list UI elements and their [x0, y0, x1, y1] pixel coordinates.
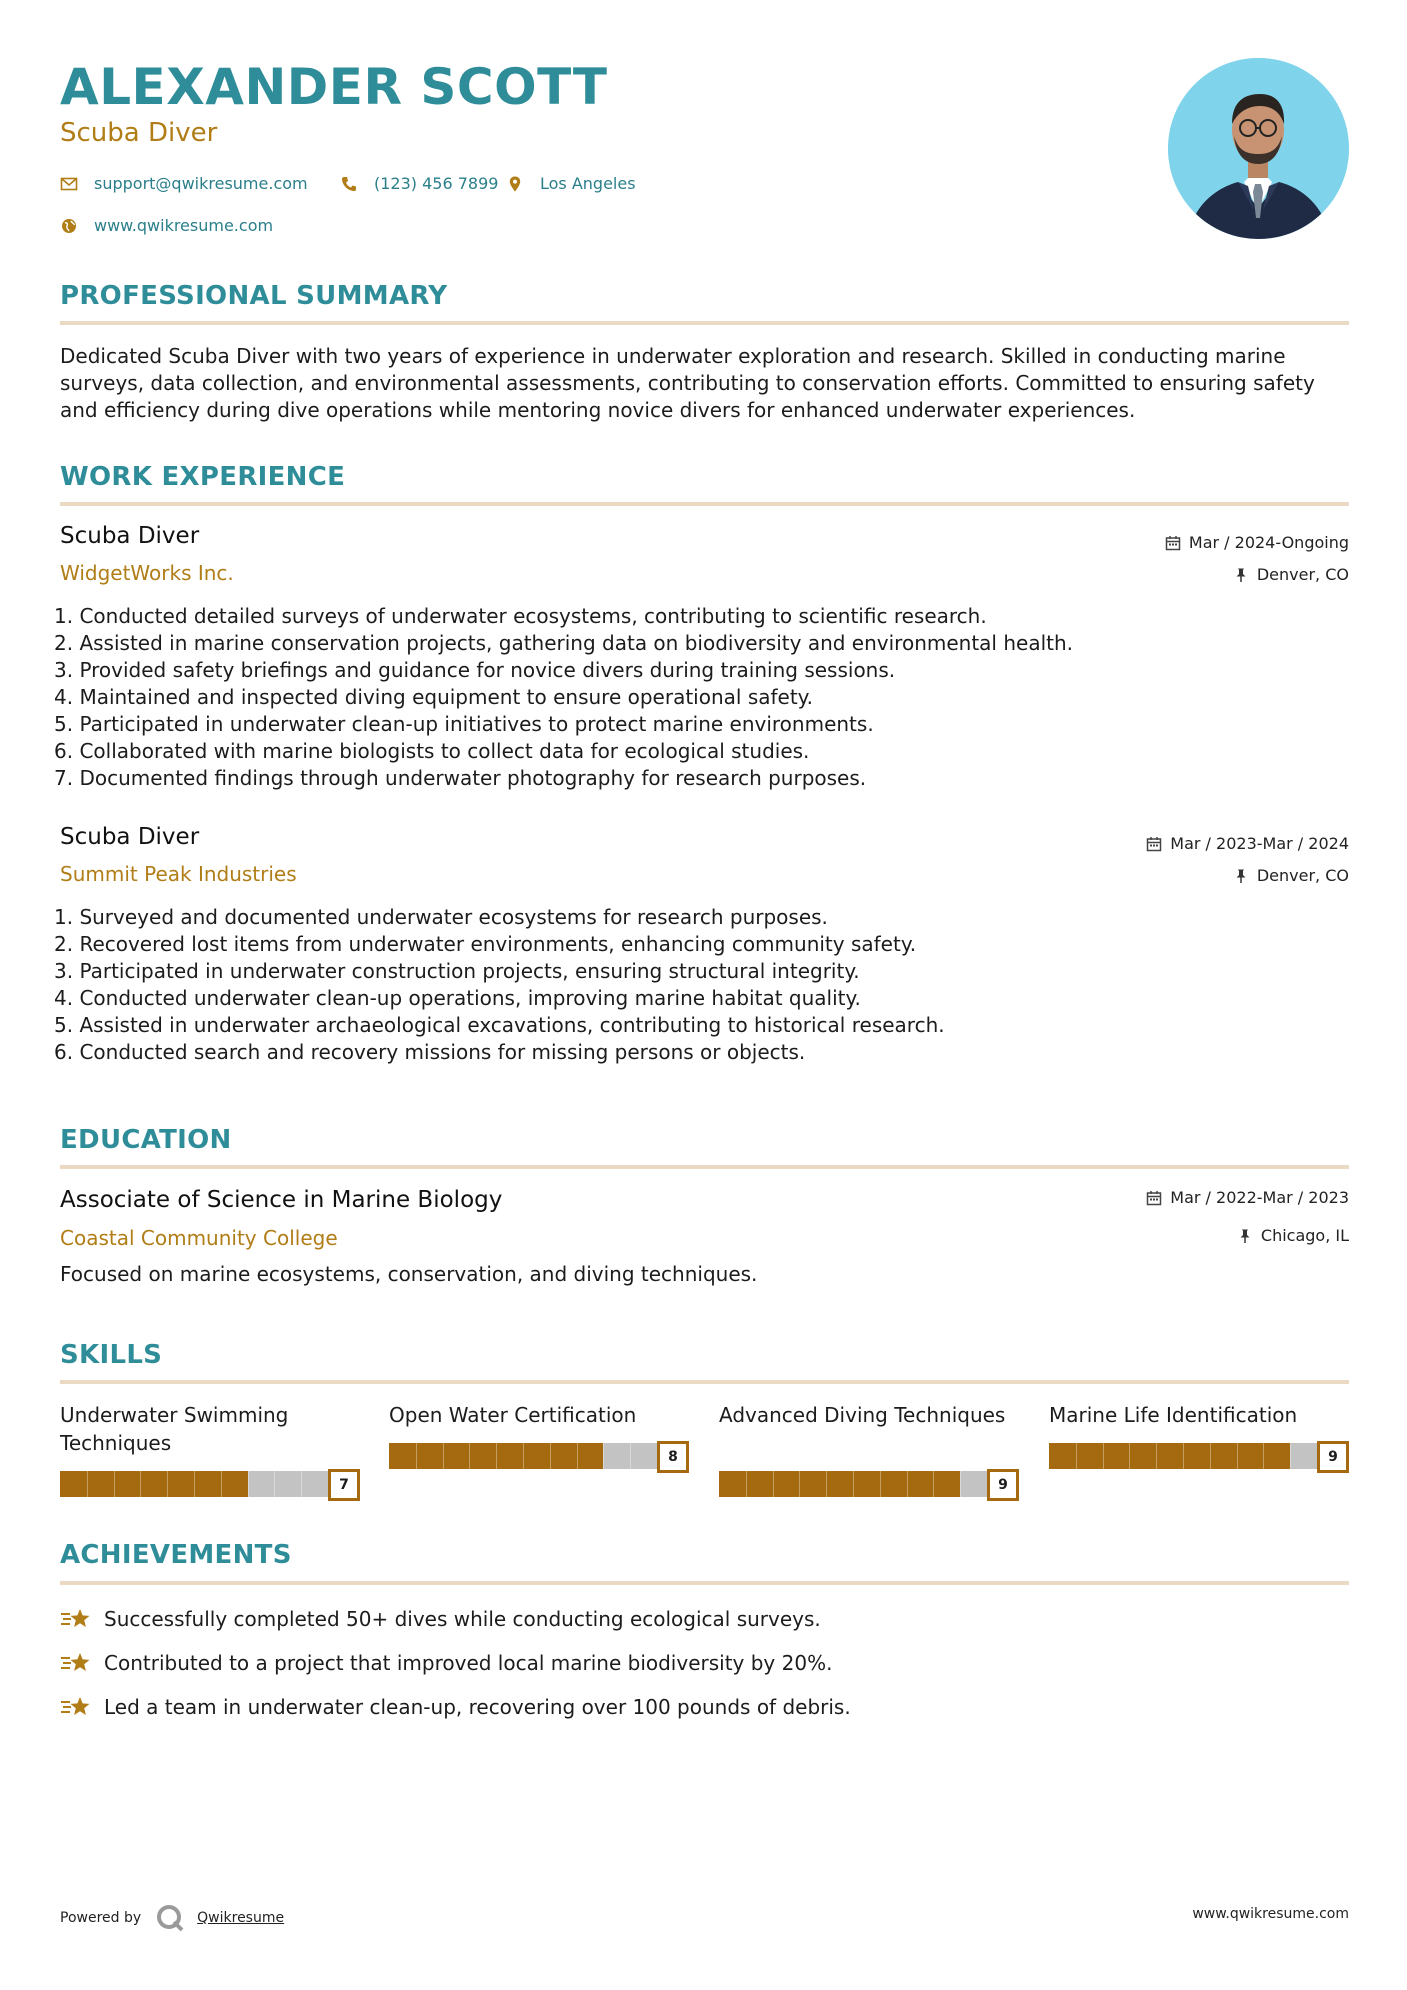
list-item: 3. Participated in underwater construction projects, ensuring structural integrity.	[54, 959, 860, 983]
skill-name: Open Water Certification	[389, 1403, 637, 1427]
skill-item	[60, 1401, 360, 1493]
calendar-icon	[1146, 836, 1162, 852]
map-pin-icon	[506, 175, 524, 193]
section-divider	[60, 1380, 1349, 1384]
skill-bar-segment	[1183, 1443, 1184, 1469]
skill-name: Advanced Diving Techniques	[719, 1403, 1006, 1427]
education-dates-text: Mar / 2022-Mar / 2023	[1170, 1188, 1349, 1207]
achievement-item	[60, 1606, 821, 1632]
contact-email[interactable]	[60, 174, 308, 193]
qwikresume-link[interactable]: Qwikresume	[197, 1910, 285, 1926]
skill-item	[1049, 1401, 1349, 1465]
job-location-text: Denver, CO	[1256, 565, 1349, 584]
job-title: Scuba Diver	[60, 523, 200, 549]
footer-website[interactable]: www.qwikresume.com	[1192, 1906, 1349, 1922]
skill-bar-segment	[603, 1443, 604, 1469]
skill-bar-segment	[746, 1471, 747, 1497]
qwikresume-logo-icon	[155, 1903, 185, 1933]
section-divider	[60, 502, 1349, 506]
pushpin-icon	[1237, 1228, 1253, 1244]
list-item: 6. Conducted search and recovery missions for missing persons or objects.	[54, 1040, 806, 1064]
summary-heading: PROFESSIONAL SUMMARY	[60, 281, 448, 311]
skill-bar-segment	[114, 1471, 115, 1497]
section-divider	[60, 1581, 1349, 1585]
contact-location	[506, 174, 636, 193]
skill-bar-segment	[194, 1471, 195, 1497]
skill-bar-segment	[1103, 1443, 1104, 1469]
job-dates-text: Mar / 2023-Mar / 2024	[1170, 834, 1349, 853]
skill-level-bar	[719, 1469, 1019, 1499]
achievement-text: Successfully completed 50+ dives while conducting ecological surveys.	[104, 1607, 821, 1631]
website-text: www.qwikresume.com	[94, 216, 274, 235]
skill-bar-segment	[87, 1471, 88, 1497]
skill-name: Underwater Swimming Techniques	[60, 1403, 289, 1455]
shooting-star-icon	[60, 1606, 92, 1632]
shooting-star-icon	[60, 1694, 92, 1720]
skill-level-bar	[60, 1469, 360, 1499]
skill-level-number: 8	[657, 1441, 689, 1473]
pushpin-icon	[1233, 567, 1249, 583]
skill-bar-segment	[1210, 1443, 1211, 1469]
education-description: Focused on marine ecosystems, conservation, and diving techniques.	[60, 1262, 758, 1286]
experience-heading: WORK EXPERIENCE	[60, 462, 346, 492]
section-divider	[60, 321, 1349, 325]
job-dates-text: Mar / 2024-Ongoing	[1188, 533, 1349, 552]
skill-item	[389, 1401, 689, 1465]
calendar-icon	[1146, 1190, 1162, 1206]
skill-level-bar	[389, 1441, 689, 1471]
skill-bar-segment	[577, 1443, 578, 1469]
list-item: 1. Conducted detailed surveys of underwater ecosystems, contributing to scientific research.	[54, 604, 987, 628]
skill-bar-segment	[167, 1471, 168, 1497]
skills-heading: SKILLS	[60, 1340, 163, 1370]
skill-bar-segment	[443, 1443, 444, 1469]
skill-bar-segment	[907, 1471, 908, 1497]
job-bullets	[54, 904, 945, 1066]
skill-bar-segment	[960, 1471, 961, 1497]
globe-icon	[60, 217, 78, 235]
education-location-text: Chicago, IL	[1260, 1226, 1349, 1245]
skill-bar-track	[60, 1471, 328, 1497]
list-item: 4. Maintained and inspected diving equipment to ensure operational safety.	[54, 685, 814, 709]
education-dates	[1146, 1188, 1349, 1207]
skill-level-number: 7	[328, 1469, 360, 1501]
skill-bar-segment	[630, 1443, 631, 1469]
skill-bar-fill	[60, 1471, 248, 1497]
section-divider	[60, 1165, 1349, 1169]
achievement-item	[60, 1650, 832, 1676]
job-company: WidgetWorks Inc.	[60, 561, 234, 585]
skill-level-bar	[1049, 1441, 1349, 1471]
skill-item	[719, 1401, 1019, 1493]
skill-bar-segment	[416, 1443, 417, 1469]
skill-bar-segment	[933, 1471, 934, 1497]
list-item: 3. Provided safety briefings and guidance for novice divers during training sessions.	[54, 658, 896, 682]
list-item: 5. Assisted in underwater archaeological excavations, contributing to historical research.	[54, 1013, 945, 1037]
summary-text: Dedicated Scuba Diver with two years of experience in underwater exploration and research. Skilled in conducting marine surveys, data collection, and environmental assessments, contributing to conservation efforts. Committed to ensuring safety and efficiency during dive operations while mentoring novice divers for enhanced underwater experiences.	[60, 344, 1315, 422]
job-company: Summit Peak Industries	[60, 862, 297, 886]
calendar-icon	[1165, 535, 1181, 551]
skill-bar-segment	[1290, 1443, 1291, 1469]
envelope-icon	[60, 175, 78, 193]
job-bullets	[54, 603, 1073, 792]
skill-bar-track	[719, 1471, 987, 1497]
list-item: 7. Documented findings through underwater photography for research purposes.	[54, 766, 867, 790]
list-item: 6. Collaborated with marine biologists to collect data for ecological studies.	[54, 739, 810, 763]
skill-bar-track	[1049, 1443, 1317, 1469]
list-item: 4. Conducted underwater clean-up operations, improving marine habitat quality.	[54, 986, 861, 1010]
skill-bar-segment	[880, 1471, 881, 1497]
skill-bar-fill	[719, 1471, 960, 1497]
list-item: 2. Recovered lost items from underwater environments, enhancing community safety.	[54, 932, 917, 956]
achievements-heading: ACHIEVEMENTS	[60, 1540, 292, 1570]
candidate-title: Scuba Diver	[60, 118, 218, 148]
skill-bar-segment	[550, 1443, 551, 1469]
achievement-text: Contributed to a project that improved local marine biodiversity by 20%.	[104, 1651, 833, 1675]
skill-bar-segment	[523, 1443, 524, 1469]
skill-name: Marine Life Identification	[1049, 1403, 1298, 1427]
skill-bar-fill	[1049, 1443, 1290, 1469]
profile-photo	[1168, 58, 1349, 239]
job-dates	[1165, 533, 1349, 552]
contact-website[interactable]	[60, 216, 273, 235]
achievement-text: Led a team in underwater clean-up, recovering over 100 pounds of debris.	[104, 1695, 851, 1719]
skill-bar-segment	[248, 1471, 249, 1497]
skill-bar-segment	[469, 1443, 470, 1469]
phone-text: (123) 456 7899	[374, 174, 499, 193]
skill-bar-segment	[274, 1471, 275, 1497]
skill-level-number: 9	[987, 1469, 1019, 1501]
degree-title: Associate of Science in Marine Biology	[60, 1187, 503, 1213]
job-location	[1233, 565, 1349, 584]
skill-bar-segment	[826, 1471, 827, 1497]
skill-bar-segment	[496, 1443, 497, 1469]
skill-bar-segment	[773, 1471, 774, 1497]
school-name: Coastal Community College	[60, 1226, 338, 1250]
achievement-item	[60, 1694, 851, 1720]
phone-icon	[340, 175, 358, 193]
email-text: support@qwikresume.com	[94, 174, 308, 193]
skill-bar-segment	[853, 1471, 854, 1497]
skill-bar-segment	[1237, 1443, 1238, 1469]
skill-bar-track	[389, 1443, 657, 1469]
list-item: 1. Surveyed and documented underwater ecosystems for research purposes.	[54, 905, 828, 929]
education-location	[1237, 1226, 1349, 1245]
skill-bar-segment	[1263, 1443, 1264, 1469]
shooting-star-icon	[60, 1650, 92, 1676]
job-title: Scuba Diver	[60, 824, 200, 850]
job-location	[1233, 866, 1349, 885]
skill-bar-segment	[221, 1471, 222, 1497]
skill-bar-segment	[140, 1471, 141, 1497]
skill-bar-segment	[1156, 1443, 1157, 1469]
powered-by-label: Powered by	[60, 1910, 142, 1926]
skill-bar-segment	[301, 1471, 302, 1497]
skill-bar-segment	[799, 1471, 800, 1497]
job-dates	[1146, 834, 1349, 853]
location-text: Los Angeles	[540, 174, 636, 193]
list-item: 5. Participated in underwater clean-up initiatives to protect marine environments.	[54, 712, 874, 736]
job-location-text: Denver, CO	[1256, 866, 1349, 885]
candidate-name: ALEXANDER SCOTT	[60, 58, 608, 116]
footer-powered-by	[60, 1903, 284, 1933]
skill-bar-segment	[1076, 1443, 1077, 1469]
contact-phone[interactable]	[340, 174, 498, 193]
skill-bar-segment	[1129, 1443, 1130, 1469]
education-heading: EDUCATION	[60, 1125, 232, 1155]
skill-level-number: 9	[1317, 1441, 1349, 1473]
pushpin-icon	[1233, 868, 1249, 884]
list-item: 2. Assisted in marine conservation projects, gathering data on biodiversity and environmental health.	[54, 631, 1074, 655]
